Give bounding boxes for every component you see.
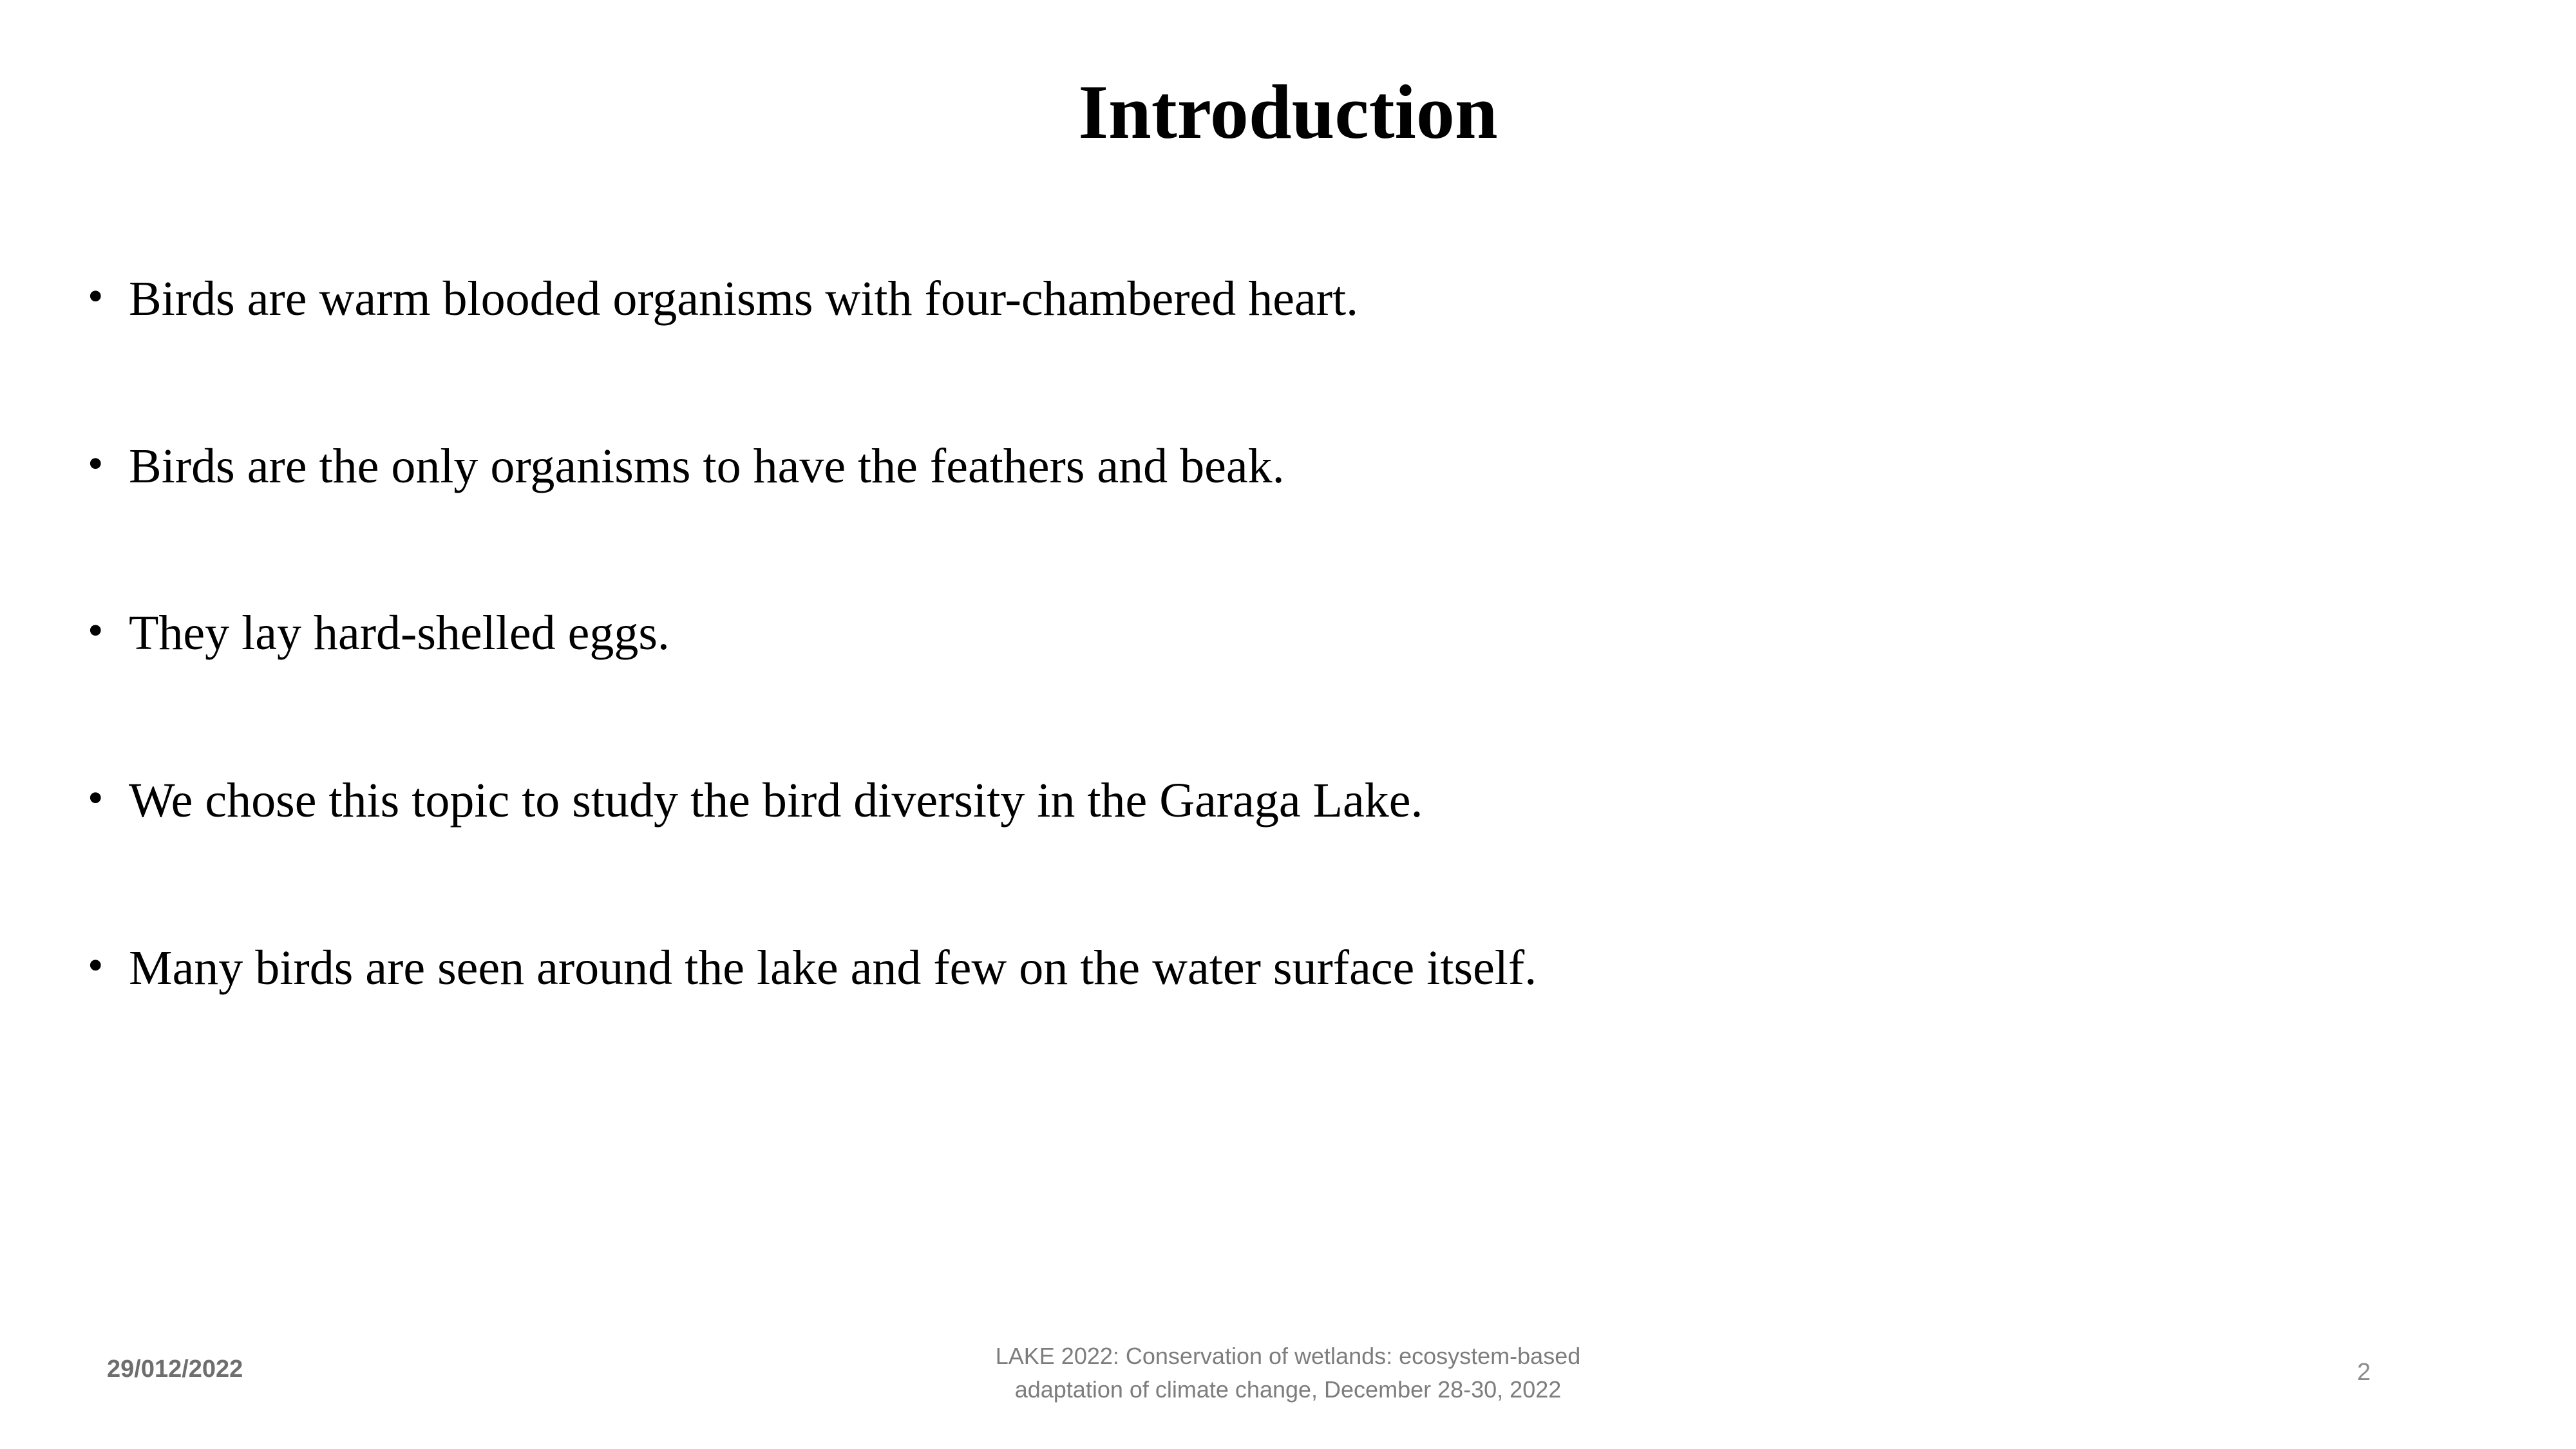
list-item: [76, 940, 2459, 998]
list-item: [76, 605, 2459, 663]
list-item-text: Birds are the only organisms to have the feathers and beak.: [129, 439, 1285, 493]
list-item-text: We chose this topic to study the bird diversity in the Garaga Lake.: [129, 773, 1423, 828]
list-item-text: Birds are warm blooded organisms with four-chambered heart.: [129, 272, 1359, 326]
list-item: [76, 270, 2459, 328]
list-item-text: Many birds are seen around the lake and few on the water surface itself.: [129, 940, 1537, 995]
bullet-icon: •: [88, 272, 104, 321]
footer-conference-line-1: LAKE 2022: Conservation of wetlands: ecosystem-based: [995, 1343, 1581, 1369]
bullet-icon: •: [88, 439, 104, 489]
list-item: [76, 772, 2459, 830]
bullet-list: [76, 270, 2459, 1106]
bullet-icon: •: [88, 606, 104, 656]
list-item: [76, 438, 2459, 496]
footer-conference-text: [837, 1340, 1739, 1406]
list-item-text: They lay hard-shelled eggs.: [129, 606, 670, 661]
bullet-icon: •: [88, 773, 104, 824]
footer-conference-line-2: adaptation of climate change, December 28-30, 2022: [1014, 1376, 1562, 1403]
bullet-icon: •: [88, 940, 104, 990]
slide-number: 2: [2357, 1359, 2371, 1386]
page-title: Introduction: [1078, 69, 1498, 155]
footer-date: 29/012/2022: [107, 1356, 243, 1383]
